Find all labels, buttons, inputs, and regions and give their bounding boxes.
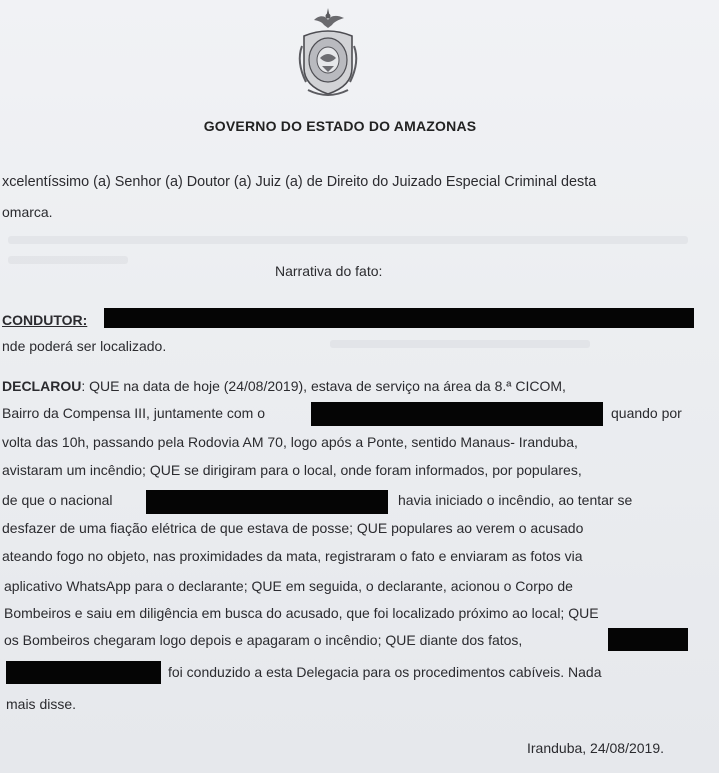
declaration-row-2-end: quando por	[611, 405, 682, 421]
conductor-location: nde poderá ser localizado.	[2, 338, 167, 354]
declaration-row-7: ateando fogo no objeto, nas proximidades da mata, registraram o fato e enviaram as fotos via	[2, 548, 583, 564]
bleed-through	[8, 256, 128, 264]
government-header: GOVERNO DO ESTADO DO AMAZONAS	[203, 118, 477, 134]
declaration-row-12: mais disse.	[6, 696, 77, 712]
signature-place-date: Iranduba, 24/08/2019.	[527, 740, 665, 756]
declaration-row-8: aplicativo WhatsApp para o declarante; QUE em seguida, o declarante, acionou o Corpo de	[4, 578, 573, 594]
declaration-text: : QUE na data de hoje (24/08/2019), estava de serviço na área da 8.ª CICOM,	[81, 378, 566, 394]
declaration-row-9: Bombeiros e saiu em diligência em busca do acusado, que foi localizado próximo ao local; QUE	[4, 605, 599, 621]
declaration-label: DECLAROU	[2, 378, 82, 394]
salutation-line-2: omarca.	[2, 204, 53, 220]
redacted-conductor-name	[104, 308, 694, 328]
declaration-row-11: foi conduzido a esta Delegacia para os procedimentos cabíveis. Nada	[168, 664, 602, 680]
declaration-row-3: volta das 10h, passando pela Rodovia AM 70, logo após a Ponte, sentido Manaus- Iranduba,	[2, 434, 578, 450]
conductor-label: CONDUTOR:	[2, 312, 88, 328]
redacted-accused-name-2b	[6, 661, 161, 684]
declaration-row-5-end: havia iniciado o incêndio, ao tentar se	[398, 492, 633, 508]
declaration-row-2-start: Bairro da Compensa III, juntamente com o	[2, 405, 266, 421]
declaration-row-4: avistaram um incêndio; QUE se dirigiram para o local, onde foram informados, por populares,	[2, 462, 582, 478]
declaration-row-6: desfazer de uma fiação elétrica de que estava de posse; QUE populares ao verem o acusado	[2, 520, 584, 536]
bleed-through	[330, 340, 590, 348]
redacted-partner-name	[311, 402, 603, 426]
redacted-accused-name	[146, 490, 388, 514]
bleed-through	[8, 236, 688, 244]
section-title: Narrativa do fato:	[275, 263, 383, 279]
declaration-row-1	[2, 378, 566, 394]
salutation-line-1: xcelentíssimo (a) Senhor (a) Doutor (a) Juiz (a) de Direito do Juizado Especial Criminal desta	[2, 174, 597, 190]
state-emblem	[292, 6, 364, 100]
declaration-row-5-start: de que o nacional	[2, 492, 113, 508]
declaration-row-10: os Bombeiros chegaram logo depois e apagaram o incêndio; QUE diante dos fatos,	[4, 632, 523, 648]
redacted-accused-name-2a	[608, 628, 688, 651]
